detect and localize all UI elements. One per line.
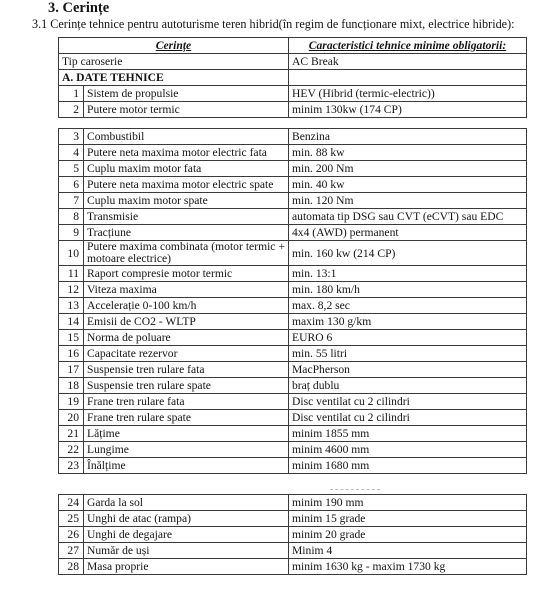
table-row (59, 225, 527, 241)
subsection-heading (32, 17, 515, 32)
row-number: 23 (59, 458, 84, 474)
row-number: 27 (59, 543, 84, 559)
requirement-label: Înălțime (84, 458, 289, 474)
requirement-value: EURO 6 (289, 330, 527, 346)
requirements-table-part2 (58, 128, 527, 474)
requirement-value: maxim 130 g/km (289, 314, 527, 330)
requirement-value: min. 120 Nm (289, 193, 527, 209)
requirement-label: Cuplu maxim motor spate (84, 193, 289, 209)
table-row (59, 543, 527, 559)
table-row (59, 458, 527, 474)
requirement-label: Accelerație 0-100 km/h (84, 298, 289, 314)
body-type-value: AC Break (289, 54, 527, 70)
requirement-value: automata tip DSG sau CVT (eCVT) sau EDC (289, 209, 527, 225)
row-number: 20 (59, 410, 84, 426)
requirement-label: Putere neta maxima motor electric fata (84, 145, 289, 161)
table-row (59, 70, 527, 86)
table-row (59, 161, 527, 177)
requirement-label: Viteza maxima (84, 282, 289, 298)
requirement-value: min. 55 litri (289, 346, 527, 362)
table-row (59, 511, 527, 527)
table-row (59, 378, 527, 394)
row-number: 11 (59, 266, 84, 282)
row-number: 7 (59, 193, 84, 209)
requirement-value: min. 88 kw (289, 145, 527, 161)
requirement-value: minim 20 grade (289, 527, 527, 543)
requirement-label: Număr de uși (84, 543, 289, 559)
table-row (59, 362, 527, 378)
requirement-label: Frane tren rulare spate (84, 410, 289, 426)
requirement-label: Putere maxima combinata (motor termic + motoare electrice) (84, 241, 289, 266)
requirement-label: Garda la sol (84, 495, 289, 511)
requirement-value: Disc ventilat cu 2 cilindri (289, 394, 527, 410)
table-row (59, 177, 527, 193)
table-row (59, 495, 527, 511)
row-number: 6 (59, 177, 84, 193)
requirement-label: Emisii de CO2 - WLTP (84, 314, 289, 330)
header-requirements: Cerințe (59, 38, 289, 54)
requirement-value: braț dublu (289, 378, 527, 394)
row-number: 8 (59, 209, 84, 225)
row-number: 21 (59, 426, 84, 442)
section-heading (48, 0, 109, 17)
requirement-label: Combustibil (84, 129, 289, 145)
section-title: Cerințe (62, 0, 110, 16)
row-number: 17 (59, 362, 84, 378)
row-number: 14 (59, 314, 84, 330)
row-number: 9 (59, 225, 84, 241)
table-row (59, 145, 527, 161)
requirement-value: HEV (Hibrid (termic-electric)) (289, 86, 527, 102)
requirement-label: Transmisie (84, 209, 289, 225)
requirement-value: minim 1855 mm (289, 426, 527, 442)
requirement-label: Lățime (84, 426, 289, 442)
requirement-value: min. 40 kw (289, 177, 527, 193)
requirement-label: Unghi de atac (rampa) (84, 511, 289, 527)
table-row (59, 54, 527, 70)
table-row (59, 266, 527, 282)
requirements-table-part1 (58, 37, 527, 118)
requirement-value: min. 13:1 (289, 266, 527, 282)
row-number: 4 (59, 145, 84, 161)
requirement-value: minim 1680 mm (289, 458, 527, 474)
table-row (59, 394, 527, 410)
table-row (59, 129, 527, 145)
requirement-value: Disc ventilat cu 2 cilindri (289, 410, 527, 426)
requirement-value: minim 130kw (174 CP) (289, 102, 527, 118)
table-row (59, 426, 527, 442)
requirement-label: Norma de poluare (84, 330, 289, 346)
page-break-mark (330, 489, 380, 492)
requirement-value: min. 200 Nm (289, 161, 527, 177)
row-number: 26 (59, 527, 84, 543)
section-a-title: A. DATE TEHNICE (59, 70, 289, 86)
requirement-label: Unghi de degajare (84, 527, 289, 543)
table-row (59, 346, 527, 362)
requirement-label: Frane tren rulare fata (84, 394, 289, 410)
row-number: 1 (59, 86, 84, 102)
table-row (59, 282, 527, 298)
requirement-value: Benzina (289, 129, 527, 145)
row-number: 28 (59, 559, 84, 575)
requirement-value: 4x4 (AWD) permanent (289, 225, 527, 241)
row-number: 13 (59, 298, 84, 314)
requirements-table-part3 (58, 494, 527, 575)
table-row (59, 241, 527, 266)
row-number: 5 (59, 161, 84, 177)
requirement-value: minim 15 grade (289, 511, 527, 527)
row-number: 22 (59, 442, 84, 458)
table-row (59, 527, 527, 543)
row-number: 19 (59, 394, 84, 410)
table-row (59, 209, 527, 225)
requirement-value: min. 180 km/h (289, 282, 527, 298)
subsection-number: 3.1 (32, 17, 48, 31)
requirement-label: Sistem de propulsie (84, 86, 289, 102)
requirement-label: Lungime (84, 442, 289, 458)
header-characteristics: Caracteristici tehnice minime obligatorii: (289, 38, 527, 54)
table-row (59, 314, 527, 330)
section-number: 3. (48, 0, 59, 16)
requirement-label: Suspensie tren rulare fata (84, 362, 289, 378)
requirement-label: Raport compresie motor termic (84, 266, 289, 282)
requirement-value: minim 190 mm (289, 495, 527, 511)
row-number: 10 (59, 241, 84, 266)
requirement-value: max. 8,2 sec (289, 298, 527, 314)
requirement-value: Minim 4 (289, 543, 527, 559)
table-row (59, 559, 527, 575)
requirement-label: Tracțiune (84, 225, 289, 241)
row-number: 25 (59, 511, 84, 527)
requirement-value: MacPherson (289, 362, 527, 378)
row-number: 3 (59, 129, 84, 145)
requirement-label: Masa proprie (84, 559, 289, 575)
requirement-label: Capacitate rezervor (84, 346, 289, 362)
requirement-label: Putere neta maxima motor electric spate (84, 177, 289, 193)
requirement-label: Cuplu maxim motor fata (84, 161, 289, 177)
subsection-title: Cerințe tehnice pentru autoturisme teren hibrid(în regim de funcționare mixt, electrice hibride): (50, 17, 515, 31)
row-number: 12 (59, 282, 84, 298)
row-number: 15 (59, 330, 84, 346)
requirement-label: Putere motor termic (84, 102, 289, 118)
requirement-value: min. 160 kw (214 CP) (289, 241, 527, 266)
table-row (59, 102, 527, 118)
row-number: 16 (59, 346, 84, 362)
table-row (59, 86, 527, 102)
requirement-value: minim 4600 mm (289, 442, 527, 458)
table-row (59, 442, 527, 458)
requirement-label: Suspensie tren rulare spate (84, 378, 289, 394)
table-row (59, 410, 527, 426)
requirement-value: minim 1630 kg - maxim 1730 kg (289, 559, 527, 575)
row-number: 18 (59, 378, 84, 394)
row-number: 24 (59, 495, 84, 511)
table-row (59, 298, 527, 314)
table-row (59, 330, 527, 346)
row-number: 2 (59, 102, 84, 118)
body-type-label: Tip caroserie (59, 54, 289, 70)
table-row (59, 193, 527, 209)
